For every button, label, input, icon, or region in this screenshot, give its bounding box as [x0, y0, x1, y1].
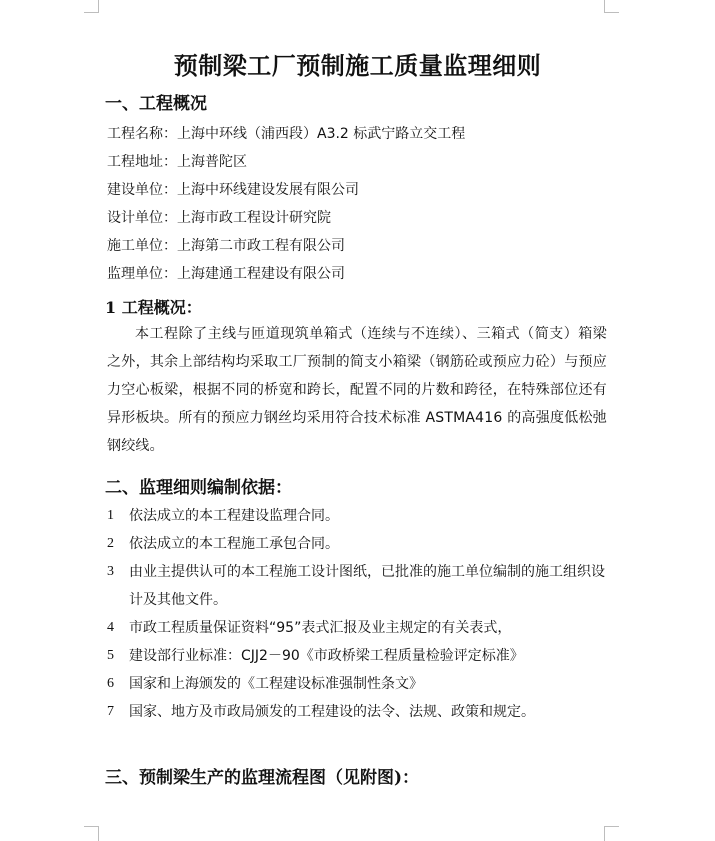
list-item-text: 国家和上海颁发的《工程建设标准强制性条文》 — [129, 676, 423, 692]
list-item-text: 建设部行业标准：CJJ2－90《市政桥梁工程质量检验评定标准》 — [129, 648, 524, 664]
page-corner-mark — [84, 826, 99, 841]
list-item — [107, 558, 612, 614]
list-item — [107, 698, 612, 726]
list-item — [107, 670, 612, 698]
list-item-number: 3 — [107, 564, 114, 579]
page-corner-mark — [84, 0, 99, 13]
list-item-number: 6 — [107, 676, 114, 691]
page-corner-mark — [604, 0, 619, 13]
list-item-number: 4 — [107, 620, 114, 635]
info-construction-unit: 施工单位：上海第二市政工程有限公司 — [107, 238, 345, 254]
info-supervision-unit: 监理单位：上海建通工程建设有限公司 — [107, 266, 345, 282]
info-owner-unit: 建设单位：上海中环线建设发展有限公司 — [107, 182, 359, 198]
sub-heading-overview: 1 工程概况： — [105, 298, 202, 317]
info-design-unit: 设计单位：上海市政工程设计研究院 — [107, 210, 331, 226]
section-heading-basis: 二、监理细则编制依据： — [105, 478, 292, 498]
info-project-name: 工程名称：上海中环线（浦西段）A3.2 标武宁路立交工程 — [107, 126, 466, 142]
overview-paragraph: 本工程除了主线与匝道现筑单箱式（连续与不连续）、三箱式（简支）箱梁之外，其余上部结构均采取工厂预制的简支小箱梁（钢筋砼或预应力砼）与预应力空心板梁，根据不同的桥宽和跨长，配置不同的片数和跨径，在特殊部位还有异形板块。所有的预应力钢丝均采用符合技术标准 ASTMA416 的高强度低松弛钢绞线。 — [107, 326, 607, 454]
page-corner-mark — [604, 826, 619, 841]
list-item — [107, 502, 612, 530]
list-item-text: 国家、地方及市政局颁发的工程建设的法令、法规、政策和规定。 — [129, 704, 535, 720]
list-item-number: 1 — [107, 508, 114, 523]
list-item-text: 由业主提供认可的本工程施工设计图纸，已批准的施工单位编制的施工组织设计及其他文件。 — [129, 564, 605, 608]
list-item-number: 5 — [107, 648, 114, 663]
list-item — [107, 530, 612, 558]
list-item — [107, 614, 612, 642]
list-item-text: 市政工程质量保证资料“95”表式汇报及业主规定的有关表式， — [129, 620, 512, 636]
section-heading-overview: 一、工程概况 — [105, 94, 207, 114]
list-item — [107, 642, 612, 670]
info-project-address: 工程地址：上海普陀区 — [107, 154, 247, 170]
list-item-text: 依法成立的本工程建设监理合同。 — [129, 508, 339, 524]
list-item-number: 2 — [107, 536, 114, 551]
list-item-text: 依法成立的本工程施工承包合同。 — [129, 536, 339, 552]
list-item-number: 7 — [107, 704, 114, 719]
section-heading-flowchart: 三、预制梁生产的监理流程图（见附图)： — [105, 768, 420, 788]
document-title: 预制梁工厂预制施工质量监理细则 — [173, 51, 542, 80]
